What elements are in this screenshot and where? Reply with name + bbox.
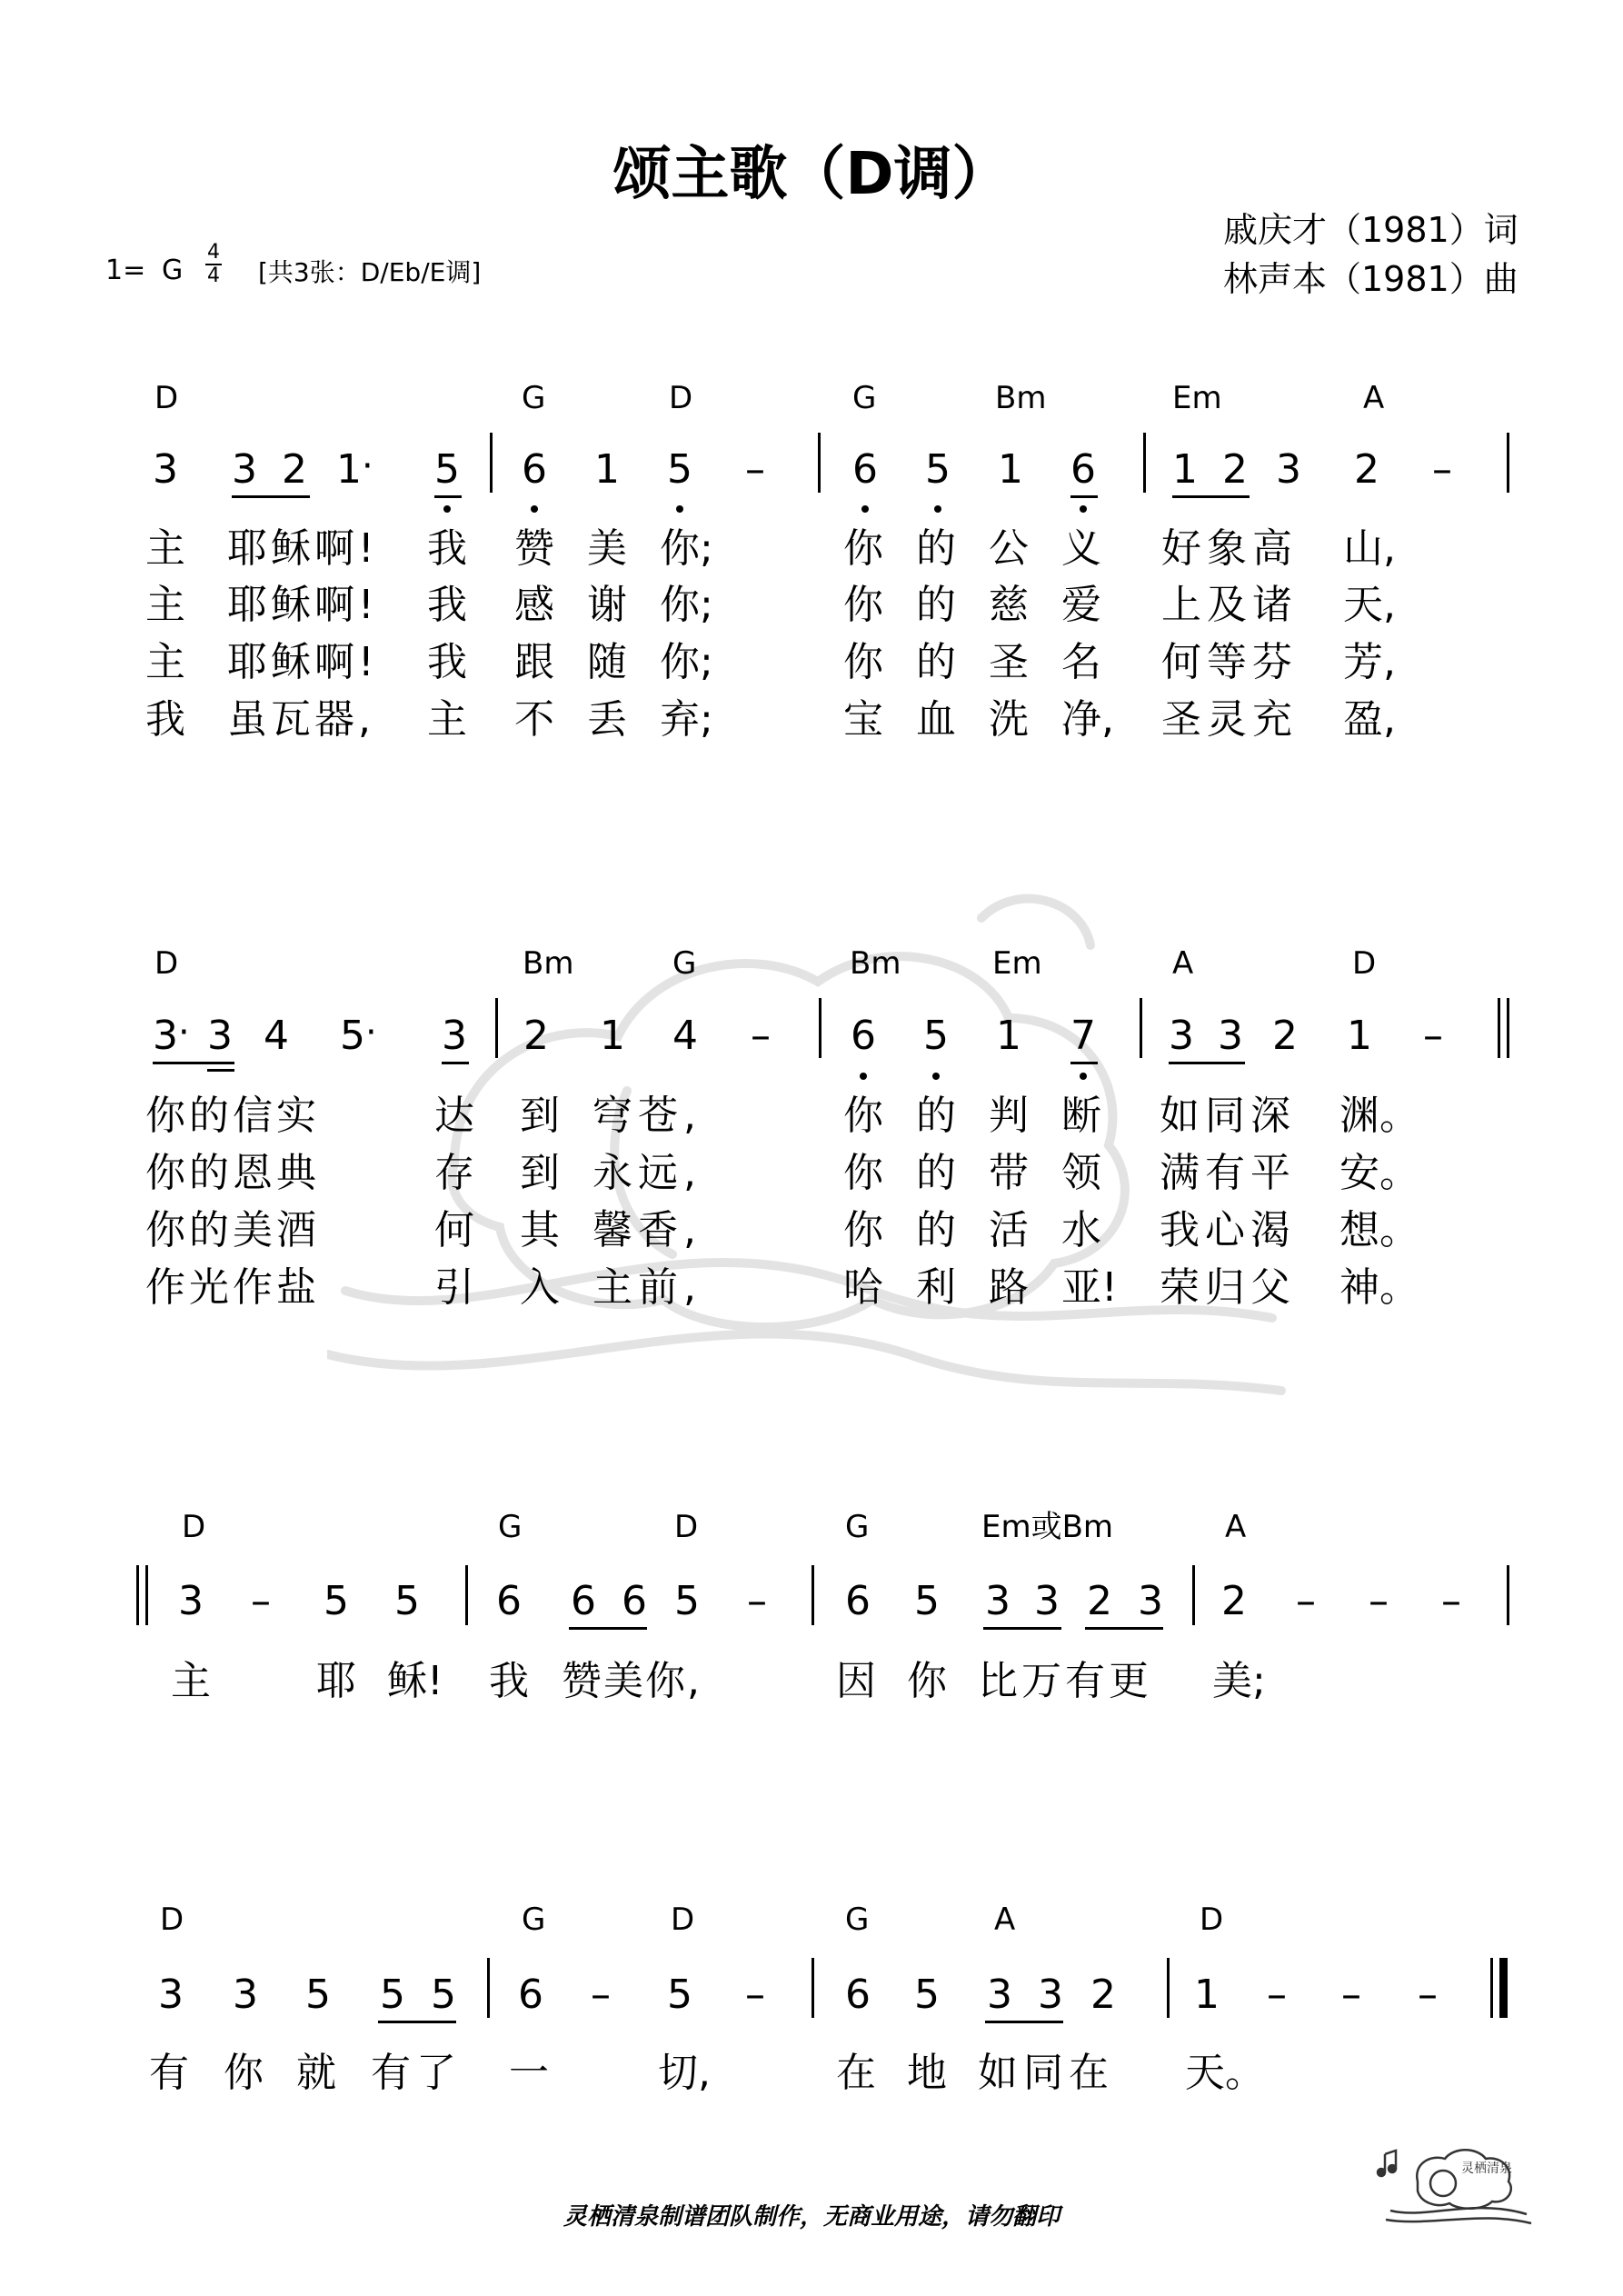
time-top: 4: [207, 241, 220, 264]
note: 5: [394, 1578, 420, 1624]
note: 6: [622, 1578, 647, 1624]
lyric: 山,: [1343, 525, 1396, 572]
lyric: 如同在: [978, 2050, 1114, 2096]
dash: –: [1296, 1578, 1316, 1624]
dash: –: [1423, 1013, 1443, 1059]
lyric: 弃;: [660, 696, 713, 743]
note: 6: [845, 1578, 871, 1624]
dash: –: [745, 446, 765, 493]
lyric: 你: [907, 1658, 947, 1704]
note: 2: [1354, 446, 1379, 493]
note: 4: [672, 1013, 698, 1059]
lyric: 不: [514, 696, 554, 743]
lyric: 亚!: [1061, 1264, 1118, 1311]
note: 5: [380, 1972, 405, 2018]
note: 2: [1272, 1013, 1298, 1059]
beam-underline: [442, 1062, 469, 1064]
lyric: 跟: [514, 639, 554, 685]
lyric: 穹苍,: [592, 1093, 702, 1139]
lyric: 你;: [660, 639, 713, 685]
note: 3: [158, 1972, 184, 2018]
low-octave-dot: [1080, 1073, 1087, 1080]
lyric: 地: [907, 2050, 947, 2096]
low-octave-dot: [531, 505, 538, 513]
note: 3: [153, 1013, 178, 1059]
lyric: 你: [843, 1093, 883, 1139]
note: 2: [1221, 1578, 1247, 1624]
note: 3: [1218, 1013, 1243, 1059]
lyric: 馨香,: [592, 1207, 702, 1253]
lyric: 活: [989, 1207, 1029, 1253]
lyric: 我: [427, 525, 467, 572]
chord: Em: [1172, 380, 1222, 416]
lyric: 就: [296, 2050, 336, 2096]
lyric: 想。: [1339, 1207, 1419, 1253]
footer-notice: 灵栖清泉制谱团队制作，无商业用途，请勿翻印: [563, 2203, 1060, 2231]
note: 3: [207, 1013, 233, 1059]
lyric: 洗: [989, 696, 1029, 743]
chord: D: [154, 945, 179, 982]
lyric: 哈: [843, 1264, 883, 1311]
barline: [812, 1565, 814, 1625]
note: 2: [1087, 1578, 1112, 1624]
double-barline: [1498, 998, 1500, 1058]
chord: G: [672, 945, 697, 982]
note: 3: [985, 1578, 1011, 1624]
song-title: 颂主歌（D调）: [612, 141, 1011, 208]
note: 5: [431, 1972, 456, 2018]
note: 1: [996, 1013, 1021, 1059]
lyric: 的: [916, 582, 956, 628]
note: 1: [600, 1013, 625, 1059]
dash: –: [747, 1578, 767, 1624]
lyric: 比万有更: [978, 1658, 1152, 1704]
chord: D: [671, 1902, 695, 1938]
beam-underline: [232, 495, 310, 498]
lyric: 的: [916, 525, 956, 572]
note: 1: [1172, 446, 1198, 493]
dash: –: [1432, 446, 1452, 493]
lyric: 利: [916, 1264, 956, 1311]
low-octave-dot: [860, 1073, 867, 1080]
note: 6: [1070, 446, 1096, 493]
composer-credit: 林声本（1981）曲: [1223, 259, 1518, 299]
chord: A: [1363, 380, 1385, 416]
lyric: 主前,: [592, 1264, 702, 1311]
repeat-barline: [145, 1565, 148, 1625]
barline: [812, 1958, 814, 2018]
lyric: 耶稣啊!: [227, 582, 378, 628]
lyric: 判: [989, 1093, 1029, 1139]
beam-underline: [985, 2021, 1063, 2023]
key-prefix: 1=: [105, 255, 146, 286]
low-octave-dot: [443, 505, 451, 513]
augmentation-dot: ·: [365, 1012, 377, 1053]
note: 3: [1276, 446, 1301, 493]
lyric: 渊。: [1339, 1093, 1419, 1139]
repeat-barline: [136, 1565, 139, 1625]
chord: D: [1200, 1902, 1224, 1938]
chord: D: [1352, 945, 1377, 982]
note: 5: [434, 446, 460, 493]
lyric: 盈,: [1343, 696, 1396, 743]
note: 2: [1090, 1972, 1116, 2018]
chord: A: [1172, 945, 1194, 982]
final-barline-thin: [1490, 1958, 1493, 2018]
chord: D: [182, 1509, 206, 1545]
lyric: 谢: [587, 582, 627, 628]
lyric: 美: [587, 525, 627, 572]
lyric: 存: [434, 1150, 474, 1196]
note: 6: [496, 1578, 522, 1624]
chord: G: [498, 1509, 523, 1545]
lyric: 芳,: [1343, 639, 1396, 685]
note: 5: [914, 1578, 940, 1624]
lyric: 其: [520, 1207, 560, 1253]
chord: Em: [992, 945, 1042, 982]
lyricist-credit: 戚庆才（1981）词: [1223, 210, 1518, 250]
note: 3: [1138, 1578, 1163, 1624]
lyric: 名: [1061, 639, 1101, 685]
chord: D: [669, 380, 693, 416]
chord: D: [674, 1509, 699, 1545]
key-versions: [共3张：D/Eb/E调]: [258, 257, 482, 287]
lyric: 切,: [658, 2050, 711, 2096]
chord: G: [845, 1902, 870, 1938]
chord: Em或Bm: [981, 1509, 1114, 1545]
lyric: 你;: [660, 525, 713, 572]
lyric: 有: [149, 2050, 189, 2096]
lyric: 达: [434, 1093, 474, 1139]
low-octave-dot: [861, 505, 869, 513]
lyric: 丢: [587, 696, 627, 743]
note: 3: [178, 1578, 204, 1624]
time-signature: [205, 242, 222, 287]
barline: [1140, 998, 1142, 1058]
lyric: 在: [836, 2050, 876, 2096]
low-octave-dot: [676, 505, 683, 513]
lyric: 虽瓦器,: [227, 696, 374, 743]
beam-underline: [1169, 1062, 1245, 1064]
barline: [818, 433, 821, 493]
lyric: 天。: [1185, 2050, 1265, 2096]
lyric: 血: [916, 696, 956, 743]
note: 5: [305, 1972, 331, 2018]
note: 3: [233, 1972, 258, 2018]
note: 3: [987, 1972, 1012, 2018]
logo-text: 灵栖清泉: [1461, 2161, 1512, 2175]
watermark-sheep-icon: [327, 863, 1290, 1427]
lyric: 的: [916, 1207, 956, 1253]
dash: –: [745, 1972, 765, 2018]
lyric: 主: [145, 582, 185, 628]
chord: D: [160, 1902, 184, 1938]
lyric: 你: [843, 525, 883, 572]
chord: G: [852, 380, 877, 416]
lyric: 我: [145, 696, 185, 743]
lyric: 你: [843, 1207, 883, 1253]
lyric: 的: [916, 639, 956, 685]
barline: [1143, 433, 1146, 493]
lyric: 稣!: [387, 1658, 443, 1704]
double-barline: [1507, 998, 1509, 1058]
note: 5: [674, 1578, 700, 1624]
lyric: 因: [836, 1658, 876, 1704]
sheep-logo-icon: [1372, 2127, 1536, 2227]
lyric: 何等芬: [1161, 639, 1298, 685]
dash: –: [1369, 1578, 1389, 1624]
lyric: 引: [434, 1264, 474, 1311]
lyric: 到: [520, 1093, 560, 1139]
lyric: 有了: [371, 2050, 462, 2096]
lyric: 你的美酒: [145, 1207, 320, 1253]
chord: G: [522, 1902, 546, 1938]
note: 5: [667, 446, 692, 493]
lyric: 我: [489, 1658, 529, 1704]
lyric: 好象高: [1161, 525, 1298, 572]
note: 3: [153, 446, 178, 493]
low-octave-dot: [1080, 505, 1087, 513]
time-bottom: 4: [207, 265, 220, 287]
low-octave-dot: [932, 1073, 940, 1080]
beam-underline: [1172, 495, 1250, 498]
note: 6: [571, 1578, 596, 1624]
dash: –: [1418, 1972, 1438, 2018]
chord: Bm: [523, 945, 574, 982]
dash: –: [1341, 1972, 1361, 2018]
note: 4: [264, 1013, 289, 1059]
lyric: 带: [989, 1150, 1029, 1196]
barline: [819, 998, 821, 1058]
dash: –: [251, 1578, 271, 1624]
note: 6: [518, 1972, 543, 2018]
dash: –: [1441, 1578, 1461, 1624]
augmentation-dot: ·: [178, 1012, 190, 1053]
beam-underline: [434, 495, 462, 498]
dash: –: [751, 1013, 771, 1059]
note: 5: [340, 1013, 365, 1059]
lyric: 领: [1061, 1150, 1101, 1196]
key-note: G: [162, 255, 184, 286]
note: 1: [1194, 1972, 1220, 2018]
lyric: 主: [427, 696, 467, 743]
barline: [1507, 1565, 1509, 1625]
beam-underline: [207, 1069, 234, 1072]
lyric: 圣: [989, 639, 1029, 685]
lyric: 上及诸: [1161, 582, 1298, 628]
note: 5: [324, 1578, 349, 1624]
note: 6: [845, 1972, 871, 2018]
beam-underline: [1085, 1627, 1163, 1630]
chord: D: [154, 380, 179, 416]
final-barline-thick: [1499, 1958, 1508, 2018]
lyric: 美;: [1212, 1658, 1266, 1704]
barline: [1167, 1958, 1170, 2018]
note: 3: [1034, 1578, 1060, 1624]
lyric: 你: [843, 582, 883, 628]
lyric: 荣归父: [1160, 1264, 1296, 1311]
note: 2: [1222, 446, 1248, 493]
lyric: 赞美你,: [562, 1658, 702, 1704]
chord: A: [1225, 1509, 1247, 1545]
lyric: 作光作盐: [145, 1264, 320, 1311]
beam-underline: [983, 1627, 1061, 1630]
note: 5: [923, 1013, 949, 1059]
lyric: 耶稣啊!: [227, 525, 378, 572]
barline: [490, 433, 493, 493]
note: 7: [1070, 1013, 1096, 1059]
lyric: 公: [989, 525, 1029, 572]
note: 1: [1347, 1013, 1372, 1059]
lyric: 赞: [514, 525, 554, 572]
dash: –: [591, 1972, 611, 2018]
lyric: 耶稣啊!: [227, 639, 378, 685]
lyric: 我心渴: [1160, 1207, 1296, 1253]
chord: Bm: [850, 945, 901, 982]
lyric: 随: [587, 639, 627, 685]
lyric: 如同深: [1160, 1093, 1296, 1139]
lyric: 安。: [1339, 1150, 1419, 1196]
lyric: 爱: [1061, 582, 1101, 628]
lyric: 义: [1061, 525, 1101, 572]
note: 3: [1169, 1013, 1194, 1059]
lyric: 圣灵充: [1161, 696, 1298, 743]
beam-underline: [1070, 495, 1098, 498]
note: 2: [282, 446, 307, 493]
note: 3: [232, 446, 257, 493]
note: 1: [336, 446, 362, 493]
lyric: 的: [916, 1093, 956, 1139]
low-octave-dot: [934, 505, 941, 513]
lyric: 满有平: [1160, 1150, 1296, 1196]
barline: [1507, 433, 1509, 493]
chord: Bm: [995, 380, 1047, 416]
lyric: 主: [145, 525, 185, 572]
lyric: 你的信实: [145, 1093, 320, 1139]
lyric: 的: [916, 1150, 956, 1196]
lyric: 断: [1061, 1093, 1101, 1139]
lyric: 天,: [1343, 582, 1396, 628]
lyric: 你的恩典: [145, 1150, 320, 1196]
note: 5: [925, 446, 951, 493]
beam-underline: [569, 1627, 647, 1630]
lyric: 你: [843, 639, 883, 685]
lyric: 净,: [1061, 696, 1114, 743]
lyric: 你: [224, 2050, 264, 2096]
barline: [495, 998, 498, 1058]
note: 1: [998, 446, 1023, 493]
lyric: 我: [427, 639, 467, 685]
lyric: 我: [427, 582, 467, 628]
note: 6: [851, 1013, 876, 1059]
augmentation-dot: ·: [362, 445, 373, 487]
beam-underline: [1070, 1062, 1098, 1064]
beam-underline: [378, 2021, 456, 2023]
note: 6: [522, 446, 547, 493]
lyric: 入: [520, 1264, 560, 1311]
lyric: 宝: [843, 696, 883, 743]
lyric: 永远,: [592, 1150, 702, 1196]
note: 5: [914, 1972, 940, 2018]
chord: A: [994, 1902, 1016, 1938]
lyric: 慈: [989, 582, 1029, 628]
note: 6: [852, 446, 878, 493]
lyric: 耶: [316, 1658, 356, 1704]
note: 5: [667, 1972, 692, 2018]
lyric: 水: [1061, 1207, 1101, 1253]
note: 3: [1038, 1972, 1063, 2018]
note: 2: [523, 1013, 549, 1059]
lyric: 到: [520, 1150, 560, 1196]
note: 3: [442, 1013, 467, 1059]
note: 1: [594, 446, 620, 493]
barline: [465, 1565, 468, 1625]
lyric: 何: [434, 1207, 474, 1253]
lyric: 主: [145, 639, 185, 685]
dash: –: [1267, 1972, 1287, 2018]
lyric: 神。: [1339, 1264, 1419, 1311]
chord: G: [522, 380, 546, 416]
lyric: 一: [509, 2050, 549, 2096]
lyric: 主: [171, 1658, 211, 1704]
lyric: 感: [514, 582, 554, 628]
lyric: 路: [989, 1264, 1029, 1311]
barline: [1192, 1565, 1195, 1625]
beam-underline: [153, 1062, 234, 1064]
lyric: 你: [843, 1150, 883, 1196]
barline: [487, 1958, 490, 2018]
chord: G: [845, 1509, 870, 1545]
lyric: 你;: [660, 582, 713, 628]
